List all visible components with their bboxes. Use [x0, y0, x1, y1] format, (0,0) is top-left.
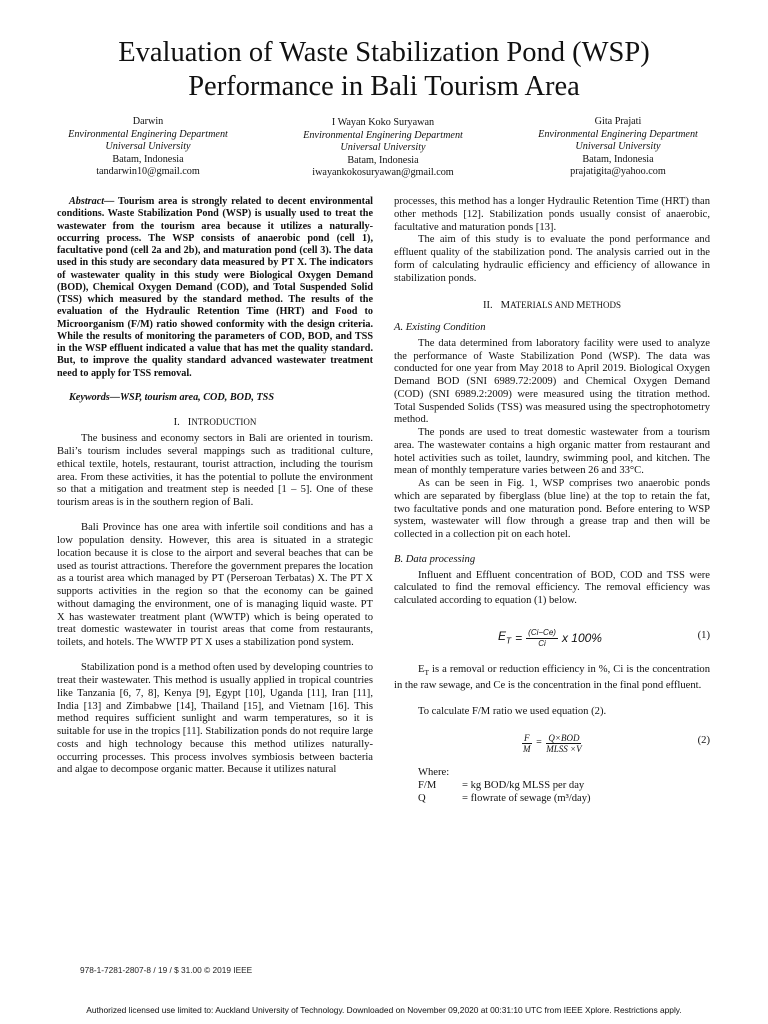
paragraph [394, 664, 710, 693]
author-city: Batam, Indonesia [112, 153, 184, 165]
author-university: Universal University [575, 141, 661, 153]
where-value: = flowrate of sewage (m³/day) [462, 792, 591, 804]
where-row [418, 780, 710, 793]
equation-2-body [522, 733, 582, 754]
abstract-lead: Abstract— [69, 196, 115, 207]
author-name: Darwin [132, 116, 164, 127]
keywords: Keywords—WSP, tourism area, COD, BOD, TSS [69, 391, 275, 403]
footer-license: Authorized licensed use limited to: Auckland University of Technology. Downloaded on November 09,2020 at 00:31:10 UTC from IEEE Xplore. Restrictions apply. [86, 1005, 682, 1015]
footer-isbn: 978-1-7281-2807-8 / 19 / $ 31.00 © 2019 IEEE [80, 965, 253, 975]
eq-numerator: F [524, 733, 530, 744]
eq-numerator: (Ci−Ce) [528, 627, 556, 637]
eq-fraction [522, 733, 532, 754]
et-text: is a removal or reduction efficiency in %, Ci is the concentration in the raw sewage, and Ce is the concentration in the final pond effluent. [394, 663, 710, 691]
equation-number: (2) [697, 735, 710, 747]
equation-2 [394, 729, 710, 757]
author-department: Environmental Enginering Department [538, 128, 698, 140]
author-email: tandarwin10@gmail.com [96, 166, 200, 178]
where-value: = kg BOD/kg MLSS per day [462, 779, 585, 791]
where-label: Where: [418, 767, 450, 779]
eq-subscript: T [506, 635, 512, 646]
section-title-rest: ETHODS [585, 300, 622, 311]
et-symbol: E [418, 663, 425, 675]
author-block [52, 116, 244, 179]
paragraph: Influent and Effluent concentration of BOD, COD and TSS were calculated to find the removal efficiency. The removal efficiency was calculated according to equation (1) below. [394, 569, 710, 606]
abstract [57, 196, 373, 380]
eq-denominator: MLSS ×V [546, 744, 582, 755]
where-key: F/M [418, 779, 437, 791]
subsection-heading: B. Data processing [394, 553, 476, 565]
eq-operator: = [535, 737, 543, 749]
author-department: Environmental Enginering Department [303, 129, 463, 141]
paragraph: The data determined from laboratory facility were used to analyze the performance of Waste Stabilization Pond (WSP). The data was conducted for one year from May 2018 to April 2019. Biological Oxygen Demand BOD (SNI 6989.72:2009) and Chemical Oxygen Demand (COD) (SNI 6989.2:2009) were measured using the titration method. Total Suspended Solids (TSS) was measured using the spectrophotometry method. [394, 337, 710, 426]
where-block [394, 767, 710, 805]
equation-1-body [498, 628, 602, 649]
eq-operator: = [515, 630, 523, 645]
section-heading-introduction [57, 416, 373, 430]
section-number: I. [173, 416, 180, 428]
section-initial: I [187, 416, 192, 428]
author-city: Batam, Indonesia [347, 154, 419, 166]
eq-fraction [526, 628, 558, 649]
author-email: prajatigita@yahoo.com [570, 166, 666, 178]
et-subscript: T [424, 667, 430, 677]
author-department: Environmental Enginering Department [68, 128, 228, 140]
abstract-text: Tourism area is strongly related to decent environmental conditions. Waste Stabilization Pond (WSP) is usually used to treat the wastewater from the tourism area because it utilizes a naturally-occurring process. The WSP consists of anaerobic pond (cell 1), facultative pond (cell 2a and 2b), and maturation pond (cell 3). The data used in this study are secondary data measured by PT X. The indicators of wastewater quality in this study were Biological Oxygen Demand (BOD), Chemical Oxygen Demand (COD), and Total Suspended Solid (TSS) which measured by the standard method. The results of the evaluation of the Hydraulic Retention Time (HRT) and Food to Microorganism (F/M) ratio showed conformity with the design criteria. While the results of monitoring the parameters of COD, BOD, and TSS in the WSP effluent indicated a value that has met the quality standard. But, to improve the quality standard advanced wastewater treatment need to apply for TSS removal. [57, 196, 373, 379]
author-block [520, 116, 716, 179]
right-column [394, 196, 710, 805]
paragraph: To calculate F/M ratio we used equation (2). [418, 706, 607, 718]
paragraph: Bali Province has one area with infertile soil conditions and has a low population density. However, this area is situated in a strategic location because it is close to the airport and several beaches that can be used as tourist attractions. Therefore the government prepares the location as a tourist area which managed by PT (Perseroan Terbatas) X. The PT X supports activities in the region so that the economy can be gained without damaging the environment, one of is managing liquid waste. PT X has wastewater treatment plant (WWTP) which is being operated to treat domestic wastewater in tourist areas that come from restaurants, toilets, and hotels. The WWTP PT X uses a stabilization pond system. [57, 522, 373, 648]
author-email: iwayankokosuryawan@gmail.com [312, 167, 454, 179]
author-name: Gita Prajati [594, 116, 642, 127]
where-row [418, 793, 710, 806]
paragraph: The business and economy sectors in Bali are oriented in tourism. Bali’s tourism includes several mappings such as traditional culture, ethical textile, hotels, restaurant, tourist attraction, including the tourism area. From these activities, it has the potential to pollute the environment so that a mitigation and treatment step is needed [1 – 5]. One of these tourism areas is in the southern region of Bali. [57, 433, 373, 508]
title-line-2: Performance in Bali Tourism Area [188, 71, 580, 102]
author-university: Universal University [105, 141, 191, 153]
paragraph: As can be seen in Fig. 1, WSP comprises two anaerobic ponds which are separated by fiberglass (blue line) at the top to retain the fat, two facultative ponds and one maturation pond. Before entering to WSP system, wastewater will flow through a grease trap and then will be collected in a collection pit on each hotel. [394, 478, 710, 540]
equation-1 [394, 624, 710, 654]
paragraph: The aim of this study is to evaluate the pond performance and effluent quality of the stabilization pond. The analysis carried out in the form of calculating hydraulic efficiency and efficiency of allowance in stabilization ponds. [394, 234, 710, 284]
author-name: I Wayan Koko Suryawan [331, 117, 435, 128]
eq-symbol: E [498, 628, 507, 643]
subsection-heading: A. Existing Condition [394, 322, 486, 333]
paragraph: processes, this method has a longer Hydraulic Retention Time (HRT) than other methods [12]. Stabilization ponds usually consist of anaerobic, facultative and maturation ponds [13]. [394, 196, 710, 233]
eq-fraction [546, 733, 581, 754]
section-title-rest: NTRODUCTION [191, 416, 257, 427]
section-heading-methods [394, 299, 710, 313]
author-university: Universal University [340, 142, 426, 154]
equation-number: (1) [697, 629, 710, 641]
eq-tail: x 100% [561, 630, 602, 645]
author-city: Batam, Indonesia [582, 153, 654, 165]
title-line-1: Evaluation of Waste Stabilization Pond (WSP) [118, 37, 650, 68]
section-title-rest: ATERIALS AND [510, 300, 577, 311]
paper-title [40, 36, 728, 104]
eq-denominator: Ci [538, 638, 546, 648]
section-initial: M [500, 300, 511, 312]
eq-numerator: Q×BOD [548, 733, 580, 744]
section-number: II. [482, 300, 493, 312]
paragraph: Stabilization pond is a method often used by developing countries to treat their wastewater. This method is usually applied in tropical countries like Tanzania [6, 7, 8], Kenya [9], Egypt [10], Uganda [11], Iran [11], India [13] and Zimbabwe [14], Thailand [15], and Vietnam [16]. This method requires sufficient sunlight and warm temperatures, so it is suitable for use in the tropics [11]. Stabilization ponds do not require large costs and high technology because this method utilizes naturally-occurring processes. This process involves symbiosis between bacteria and algae to decompose organic matter. Because it utilizes natural [57, 662, 373, 776]
where-key: Q [418, 792, 426, 804]
eq-denominator: M [523, 744, 531, 755]
paragraph: The ponds are used to treat domestic wastewater from a tourism area. The wastewater contains a high organic matter from restaurant and hotel activities such as toilet, laundry, swimming pool, and kitchen. The mean of monthly temperature varies between 26 and 33°C. [394, 427, 710, 477]
author-block [283, 117, 483, 180]
section-initial: M [576, 300, 586, 312]
left-column [57, 196, 373, 777]
